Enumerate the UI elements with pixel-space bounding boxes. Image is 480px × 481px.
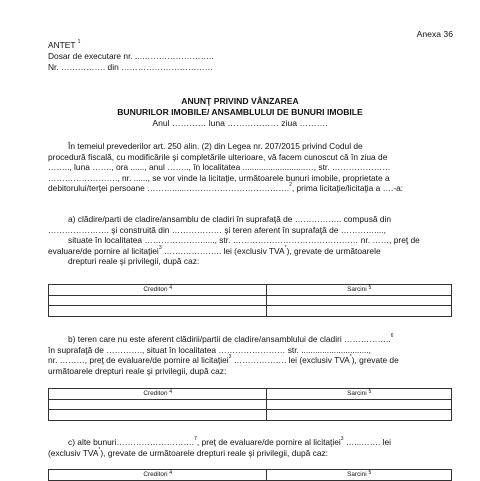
item-b-text: ………………. lei (exclusiv TVA [231, 355, 350, 366]
footnote-ref: 1 [77, 39, 81, 45]
item-c-text: c) alte bunuri………………………. [68, 437, 195, 447]
item-a-paragraph [48, 214, 452, 267]
footnote-ref: 5 [368, 469, 372, 476]
item-b-text: nr. ………, preţ de evaluare/de pornire al licitaţiei [48, 355, 229, 366]
item-a-text: …….………….. lei (exclusiv TVA [161, 245, 285, 256]
title-line-2: BUNURILOR IMOBILE/ ANSAMBLULUI DE BUNURI IMOBILE [117, 107, 363, 117]
footnote-ref: 4 [169, 284, 173, 291]
item-a-line [48, 246, 452, 257]
item-c-text: (exclusiv TVA [48, 447, 99, 458]
footnote-ref: 4 [169, 388, 173, 395]
table-cell [267, 295, 452, 306]
intro-line [48, 183, 452, 194]
table-row [49, 410, 452, 421]
intro-line: ……………………., nr. ......, se vor vinde la licitaţie, următoarele bunuri imobile, proprietate a [48, 172, 390, 183]
table-header-creditors [49, 285, 267, 296]
table-cell [267, 410, 452, 421]
intro-text: , prima licitaţie/licitaţia a ….-a: [291, 183, 404, 194]
item-c-line [48, 448, 452, 459]
antet-text: ANTET [48, 40, 76, 50]
item-a-line: situate în localitatea …………………....., str. ……………………………………… nr. ……, preţ de [68, 235, 420, 246]
item-b-text: ), grevate de [351, 355, 399, 366]
table-header-sarcini [267, 285, 452, 296]
table-cell [267, 399, 452, 410]
item-b-line: următoarele drepturi reale şi privilegii, după caz: [48, 365, 227, 376]
footnote-ref: 5 [368, 284, 372, 291]
item-a-line: a) clădire/parti de cladire/ansamblu de cladiri în suprafaţă de …………….. compusă din [68, 214, 392, 224]
item-c-paragraph [48, 437, 452, 458]
header-text: Creditori [143, 389, 168, 397]
item-a-text: evaluare/de pornire al licitaţiei [48, 245, 159, 256]
intro-line: …….., luna ……., ora ......, anul …….., în localitatea ...........................…, str. ………………… [48, 162, 391, 173]
table-header-row [49, 389, 452, 400]
annex-label: Anexa 36 [416, 29, 453, 39]
item-b-text: b) teren care nu este aferent clădirii/partii de cladire/ansamblului de cladiri …………….. [68, 334, 391, 344]
table-header-creditors [49, 389, 267, 400]
table-cell [49, 399, 267, 410]
item-c-text: …...……. lei [343, 437, 392, 447]
footnote-ref: 4 [169, 469, 173, 476]
item-a-line: …………………. şi construită din ……………… şi teren aferent în suprafaţă de …………...., [48, 224, 386, 235]
item-b-line [48, 355, 452, 366]
footnote-ref: * [349, 354, 352, 361]
antet-line [48, 40, 214, 51]
item-c-text: , preţ de evaluare/de pornire al licitaţiei [196, 437, 341, 447]
document-title [0, 96, 480, 129]
header-text: Creditori [143, 470, 168, 478]
footnote-ref: * [98, 446, 101, 453]
item-b-line [48, 334, 452, 345]
table-cell [49, 306, 267, 317]
table-cell [49, 410, 267, 421]
table-header-row [49, 285, 452, 296]
creditors-table-c [48, 469, 452, 481]
footnote-ref: 3 [228, 354, 232, 361]
table-header-sarcini [267, 389, 452, 400]
footnote-ref: 7 [194, 436, 197, 442]
creditors-table-b [48, 388, 452, 421]
intro-text: debitorului/terţei persoane ………......………………………………. [48, 183, 290, 194]
intro-line: În temeiul prevederilor art. 250 alin. (2) din Legea nr. 207/2015 privind Codul de [68, 141, 363, 151]
item-b-line: în suprafaţă de …………., situat în localitatea …………………… str. ............................., [48, 344, 372, 355]
item-a-text: ), grevate de următoarele [286, 245, 381, 256]
footnote-ref: 3 [158, 244, 162, 251]
footnote-ref: 2 [289, 182, 292, 189]
creditors-table-a [48, 284, 452, 317]
table-header-row [49, 470, 452, 481]
header-text: Sarcini [347, 285, 367, 293]
footnote-ref: 6 [390, 333, 394, 339]
header-text: Sarcini [347, 389, 367, 397]
table-row [49, 295, 452, 306]
dosar-line: Dosar de executare nr. ...…………………….. [48, 51, 214, 61]
footnote-ref: * [284, 244, 287, 251]
table-header-creditors [49, 470, 267, 481]
nr-line: Nr. ……………. din …………………………… [48, 62, 214, 72]
table-row [49, 306, 452, 317]
table-cell [267, 306, 452, 317]
header-text: Creditori [143, 285, 168, 293]
title-line-1: ANUNŢ PRIVIND VÂNZAREA [181, 96, 299, 106]
title-date-line: Anul ………… luna ……………… ziua ………. [152, 118, 328, 128]
item-c-line [48, 437, 452, 448]
intro-paragraph [48, 141, 452, 194]
footnote-ref: 3 [340, 436, 344, 442]
item-c-text: ), grevate de următoarele drepturi reale şi privilegii, după caz: [100, 447, 329, 458]
header-text: Sarcini [347, 470, 367, 478]
table-row [49, 399, 452, 410]
item-a-line: drepturi reale şi privilegii, după caz: [68, 256, 200, 267]
footnote-ref: 5 [368, 388, 372, 395]
intro-line: procedură fiscală, cu modificările şi completările ulterioare, vă facem cunoscut că în ziua de [48, 151, 388, 162]
item-b-paragraph [48, 334, 452, 376]
table-cell [49, 295, 267, 306]
document-header [48, 40, 214, 73]
table-header-sarcini [267, 470, 452, 481]
